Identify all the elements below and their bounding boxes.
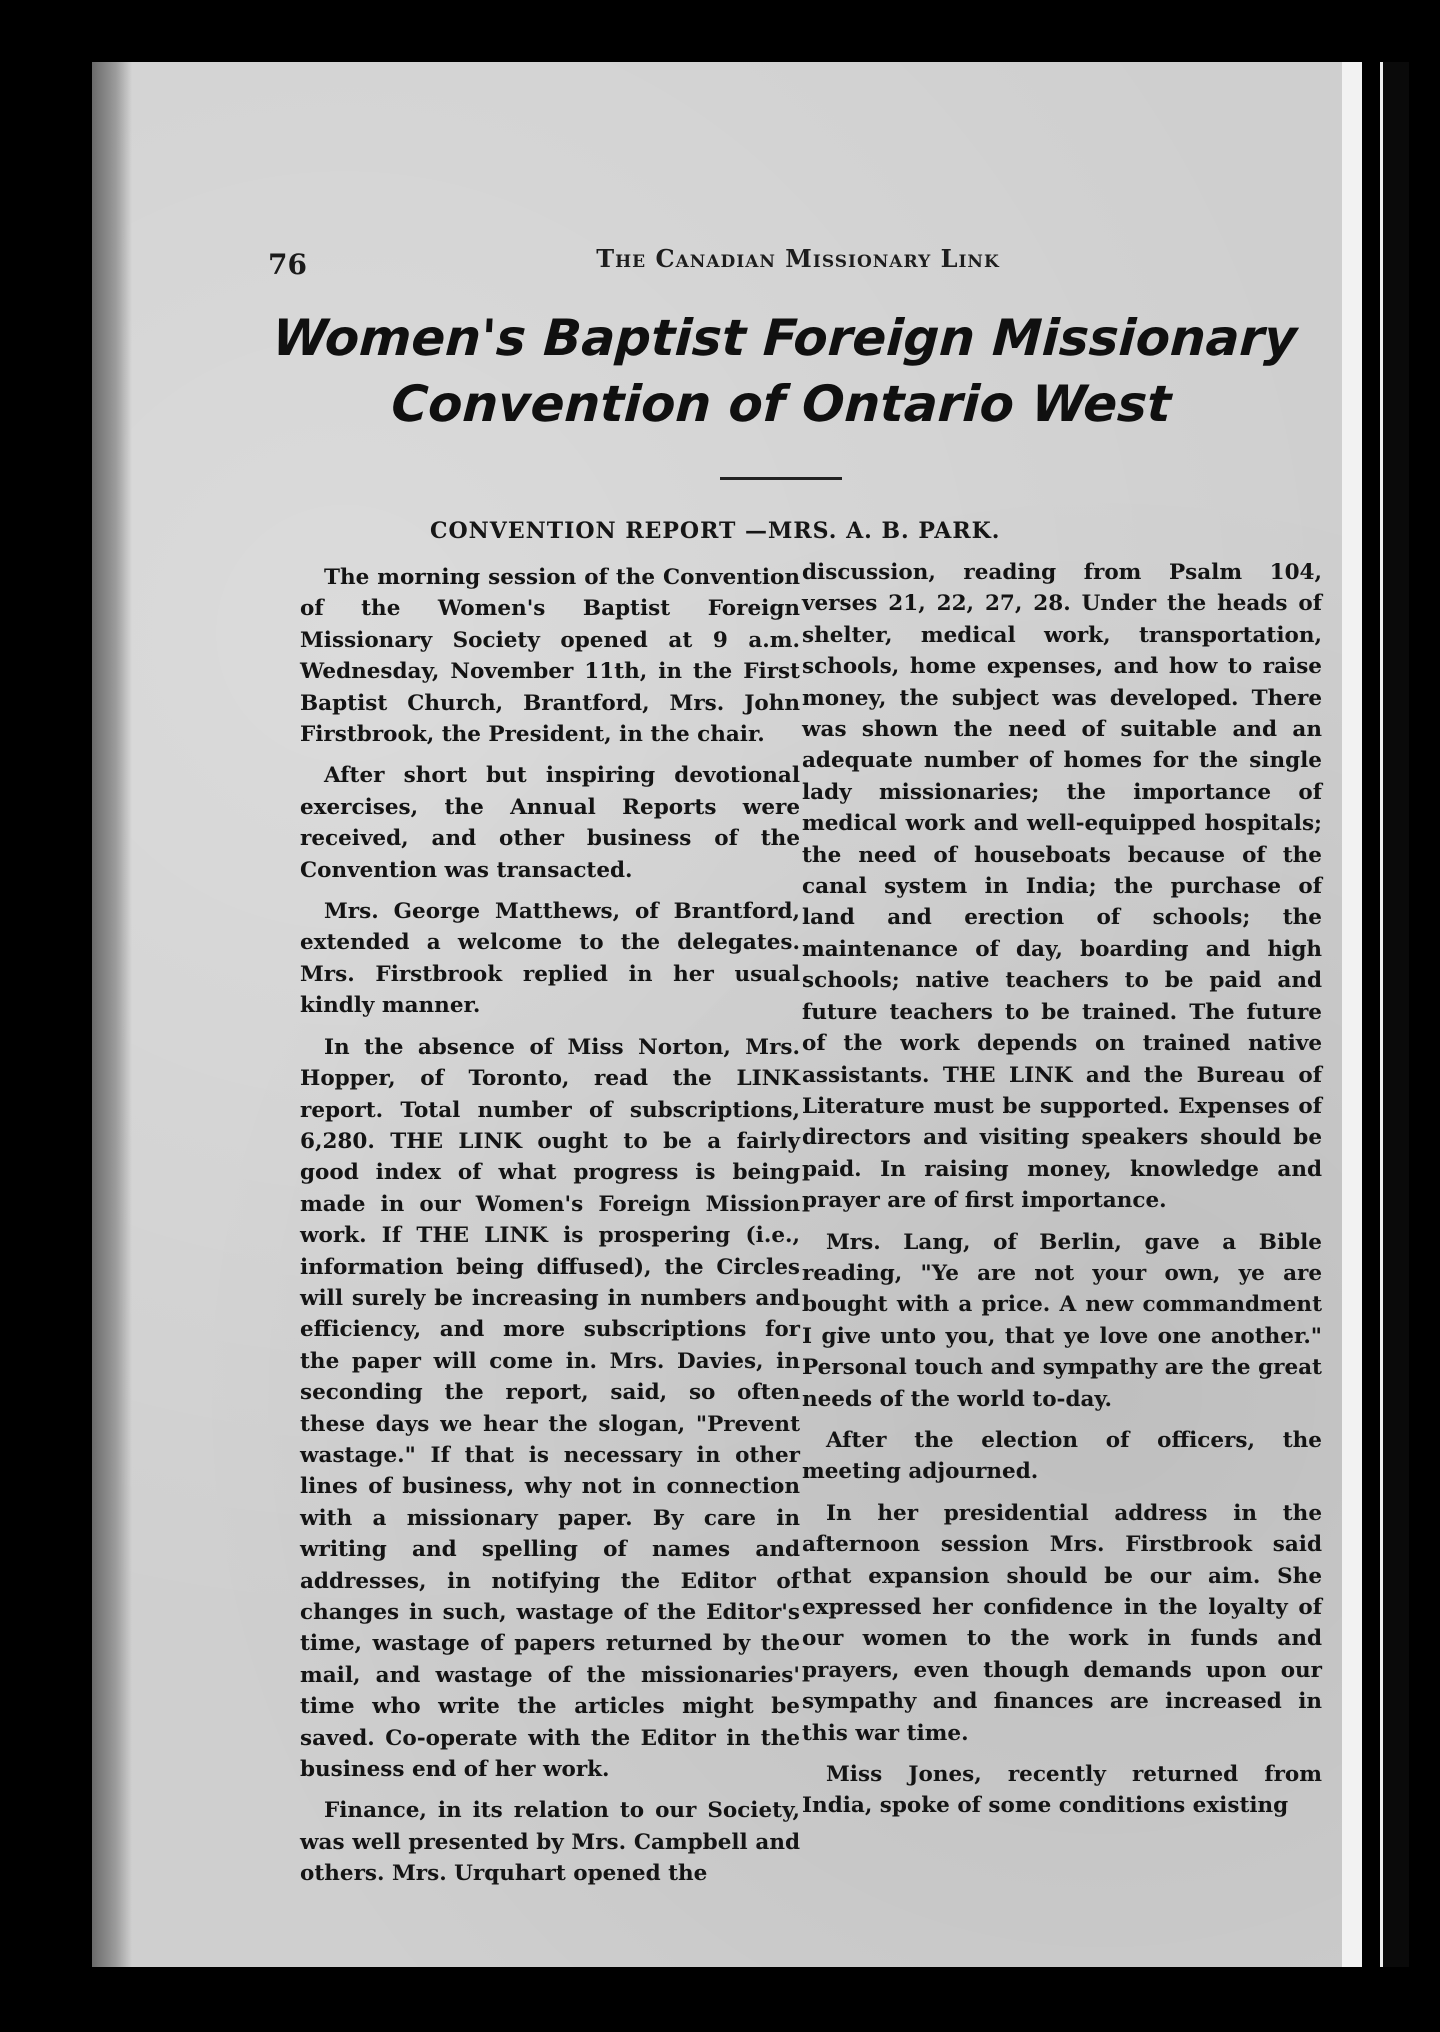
title-rule [720, 477, 842, 480]
paragraph: Mrs. Lang, of Berlin, gave a Bible reading, "Ye are not your own, ye are bought with a price. A new commandment I give unto you, that ye love one another." Personal touch and sympathy are the great needs of the world to-day. [802, 1229, 1322, 1412]
paragraph: After short but inspiring devotional exercises, the Annual Reports were received, and other business of the Convention was transacted. [300, 763, 800, 883]
left-column [300, 562, 800, 1900]
right-column [802, 557, 1322, 1832]
paragraph: In the absence of Miss Norton, Mrs. Hopper, of Toronto, read the LINK report. Total number of subscriptions, 6,280. THE LINK ought to be a fairly good index of what progress is being made in our Women's Foreign Mission work. If THE LINK is prospering (i.e., information being diffused), the Circles will surely be increasing in numbers and efficiency, and more subscriptions for the paper will come in. Mrs. Davies, in seconding the report, said, so often these days we hear the slogan, "Prevent wastage." If that is necessary in other lines of business, why not in connection with a missionary paper. By care in writing and spelling of names and addresses, in notifying the Editor of changes in such, wastage of the Editor's time, wastage of papers returned by the mail, and wastage of the missionaries' time who write the articles might be saved. Co-operate with the Editor in the business end of her work. [300, 1034, 800, 1783]
article-title-line-1: Women's Baptist Foreign Missionary [271, 309, 1299, 367]
report-heading: CONVENTION REPORT —MRS. A. B. PARK. [430, 518, 1001, 544]
paragraph: discussion, reading from Psalm 104, verses 21, 22, 27, 28. Under the heads of shelter, medical work, transportation, schools, home expenses, and how to raise money, the subject was developed. There was shown the need of suitable and an adequate number of homes for the single lady missionaries; the importance of medical work and well-equipped hospitals; the need of houseboats because of the canal system in India; the purchase of land and erection of schools; the maintenance of day, boarding and high schools; native teachers to be paid and future teachers to be trained. The future of the work depends on trained native assistants. THE LINK and the Bureau of Literature must be supported. Expenses of directors and visiting speakers should be paid. In raising money, knowledge and prayer are of first importance. [802, 560, 1322, 1214]
paragraph: In her presidential address in the afternoon session Mrs. Firstbrook said that expansion should be our aim. She expressed her confidence in the loyalty of our women to the work in funds and prayers, even though demands upon our sympathy and finances are increased in this war time. [802, 1500, 1322, 1746]
paragraph: After the election of officers, the meeting adjourned. [802, 1427, 1322, 1485]
paragraph: Mrs. George Matthews, of Brantford, extended a welcome to the delegates. Mrs. Firstbrook replied in her usual kindly manner. [300, 899, 800, 1019]
article-title-line-2: Convention of Ontario West [390, 375, 1173, 433]
page-binding-shadow [92, 62, 132, 1967]
paragraph: Finance, in its relation to our Society, was well presented by Mrs. Campbell and others. Mrs. Urquhart opened the [300, 1798, 800, 1887]
paragraph: Miss Jones, recently returned from India, spoke of some conditions existing [802, 1762, 1322, 1819]
running-title: The Canadian Missionary Link [596, 244, 1000, 273]
article-title [265, 305, 1302, 437]
film-edge-strip [1380, 62, 1409, 1967]
page-number: 76 [268, 248, 307, 281]
page-right-edge [1342, 62, 1362, 1967]
page-header [268, 238, 1298, 281]
paragraph: The morning session of the Convention of the Women's Baptist Foreign Missionary Society opened at 9 a.m. Wednesday, November 11th, in the First Baptist Church, Brantford, Mrs. John Firstbrook, the President, in the chair. [300, 565, 800, 748]
